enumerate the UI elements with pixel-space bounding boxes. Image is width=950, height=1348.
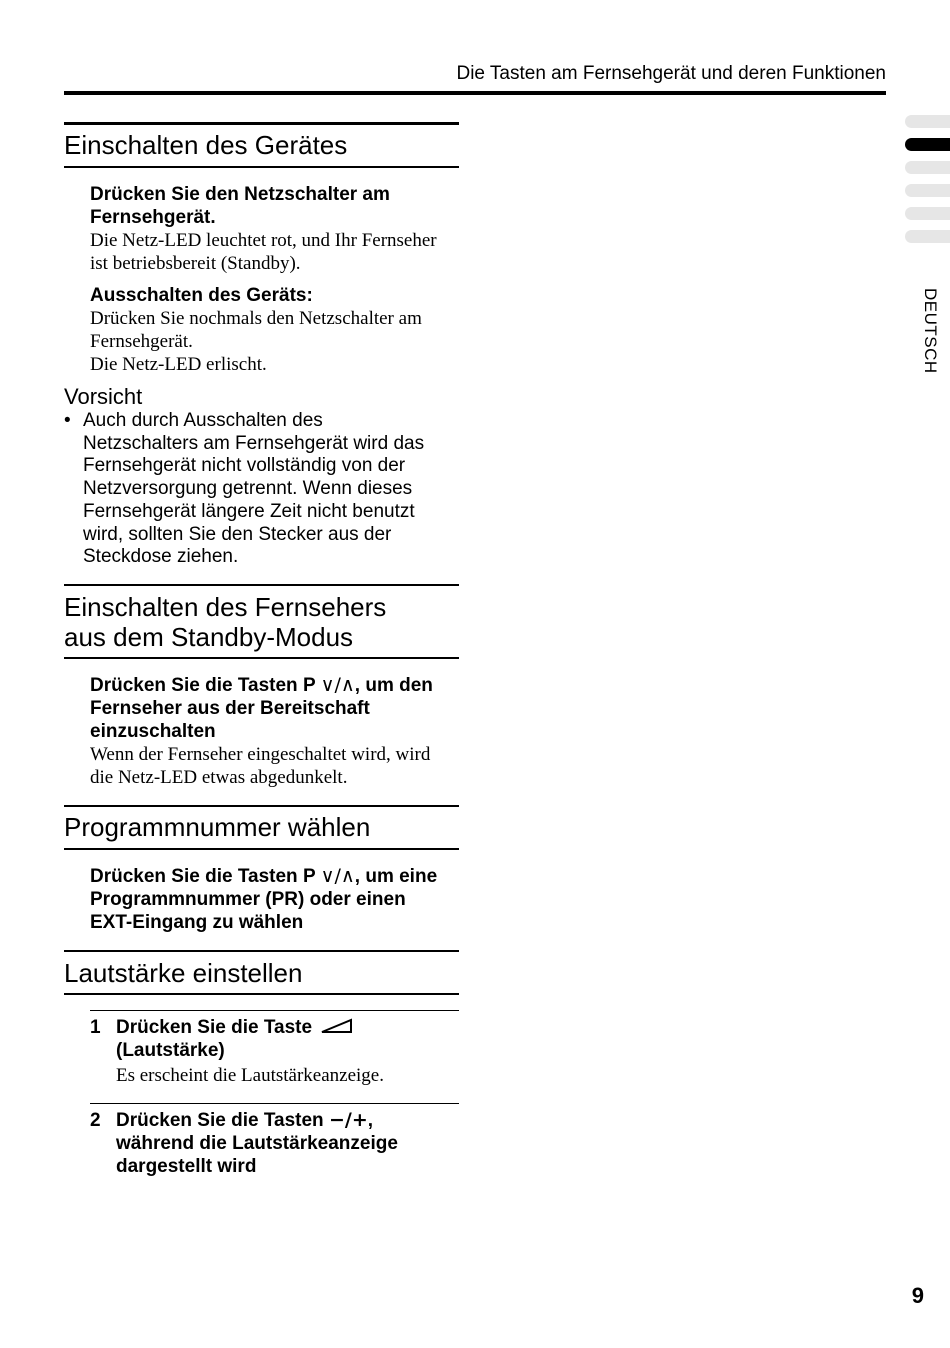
step-instruction: [90, 865, 459, 888]
step-instruction: [116, 1016, 459, 1039]
step-instruction: Fernsehgerät.: [90, 207, 216, 228]
step-description: ist betriebsbereit (Standby).: [90, 253, 301, 274]
section-heading-line: Einschalten des Fernsehers: [64, 592, 387, 622]
section-rule-bottom: [64, 166, 459, 168]
language-tab: [905, 207, 950, 220]
caution-text: Fernsehgerät längere Zeit nicht benutzt: [83, 500, 415, 522]
section-rule-top: [64, 584, 459, 586]
step-text: Drücken Sie die Taste: [116, 1017, 318, 1038]
power-off-text: Die Netz-LED erlischt.: [90, 354, 267, 375]
step-text: , um den: [354, 675, 433, 696]
section-heading: Einschalten des Gerätes: [64, 130, 348, 160]
volume-icon: [320, 1018, 354, 1034]
caution-text: Steckdose ziehen.: [83, 546, 239, 568]
numbered-step: [90, 1109, 459, 1178]
step-text: Drücken Sie die Tasten P: [90, 866, 321, 887]
section-program-number: [64, 805, 459, 934]
section-volume: [64, 950, 459, 1178]
step-instruction: Drücken Sie den Netzschalter am: [90, 184, 390, 205]
step-number: 2: [90, 1110, 101, 1131]
caution-text: Netzschalters am Fernsehgerät wird das: [83, 432, 425, 454]
step-instruction: dargestellt wird: [116, 1156, 257, 1177]
step-description: die Netz-LED etwas abgedunkelt.: [90, 767, 348, 788]
section-power-on: [64, 122, 459, 569]
section-rule-bottom: [64, 657, 459, 659]
power-off-text: Fernsehgerät.: [90, 331, 193, 352]
language-label: DEUTSCH: [921, 288, 940, 374]
step-instruction: [116, 1109, 459, 1132]
caution-text: Fernsehgerät nicht vollständig von der: [83, 455, 406, 477]
step-text: ,: [367, 1110, 374, 1131]
section-heading: Programmnummer wählen: [64, 812, 371, 842]
step-divider: [90, 1103, 459, 1104]
step-text: Drücken Sie die Tasten: [116, 1110, 329, 1131]
step-instruction: einzuschalten: [90, 721, 216, 742]
section-rule-bottom: [64, 848, 459, 850]
step-divider: [90, 1010, 459, 1011]
header-rule: [64, 91, 886, 95]
language-tab: [905, 115, 950, 128]
page-number: 9: [911, 1283, 924, 1308]
step-instruction: Programmnummer (PR) oder einen: [90, 889, 406, 910]
step-text: Drücken Sie die Tasten P: [90, 675, 321, 696]
bullet-glyph: •: [64, 410, 71, 431]
power-off-text: Drücken Sie nochmals den Netzschalter am: [90, 308, 422, 329]
volume-minus-plus-icon: −/+: [328, 1109, 368, 1131]
section-heading: Lautstärke einstellen: [64, 958, 303, 988]
language-tab: [905, 230, 950, 243]
caution-text: wird, sollten Sie den Stecker aus der: [83, 523, 392, 545]
step-description: Es erscheint die Lautstärkeanzeige.: [116, 1065, 384, 1086]
step-instruction: EXT-Eingang zu wählen: [90, 912, 304, 933]
step-instruction: Fernseher aus der Bereitschaft: [90, 698, 370, 719]
caution-bullet-item: [64, 410, 459, 569]
section-rule-bottom: [64, 993, 459, 995]
step-instruction: während die Lautstärkeanzeige: [116, 1133, 398, 1154]
channel-up-down-icon: ∨/∧: [320, 865, 355, 887]
step-number: 1: [90, 1017, 101, 1038]
caution-text: Auch durch Ausschalten des: [83, 410, 323, 431]
language-tab-active: [905, 138, 950, 151]
section-heading-line: aus dem Standby-Modus: [64, 622, 354, 652]
page-header-title: Die Tasten am Fernsehgerät und deren Funktionen: [456, 63, 886, 84]
step-instruction: (Lautstärke): [116, 1040, 225, 1061]
section-standby: [64, 584, 459, 789]
section-heading: [64, 592, 459, 652]
step-description: Die Netz-LED leuchtet rot, und Ihr Fernseher: [90, 230, 437, 251]
language-tab: [905, 161, 950, 174]
caution-title: Vorsicht: [64, 384, 143, 409]
caution-text: Netzversorgung getrennt. Wenn dieses: [83, 478, 413, 500]
language-tab: [905, 184, 950, 197]
language-tabs: [905, 115, 950, 253]
step-instruction: [90, 674, 459, 697]
step-text: , um eine: [354, 866, 438, 887]
section-rule-top: [64, 805, 459, 807]
section-rule-top: [64, 122, 459, 125]
step-description: Wenn der Fernseher eingeschaltet wird, wird: [90, 744, 431, 765]
section-rule-top: [64, 950, 459, 952]
power-off-title: Ausschalten des Geräts:: [90, 285, 313, 306]
numbered-step: [90, 1016, 459, 1087]
channel-up-down-icon: ∨/∧: [320, 674, 355, 696]
